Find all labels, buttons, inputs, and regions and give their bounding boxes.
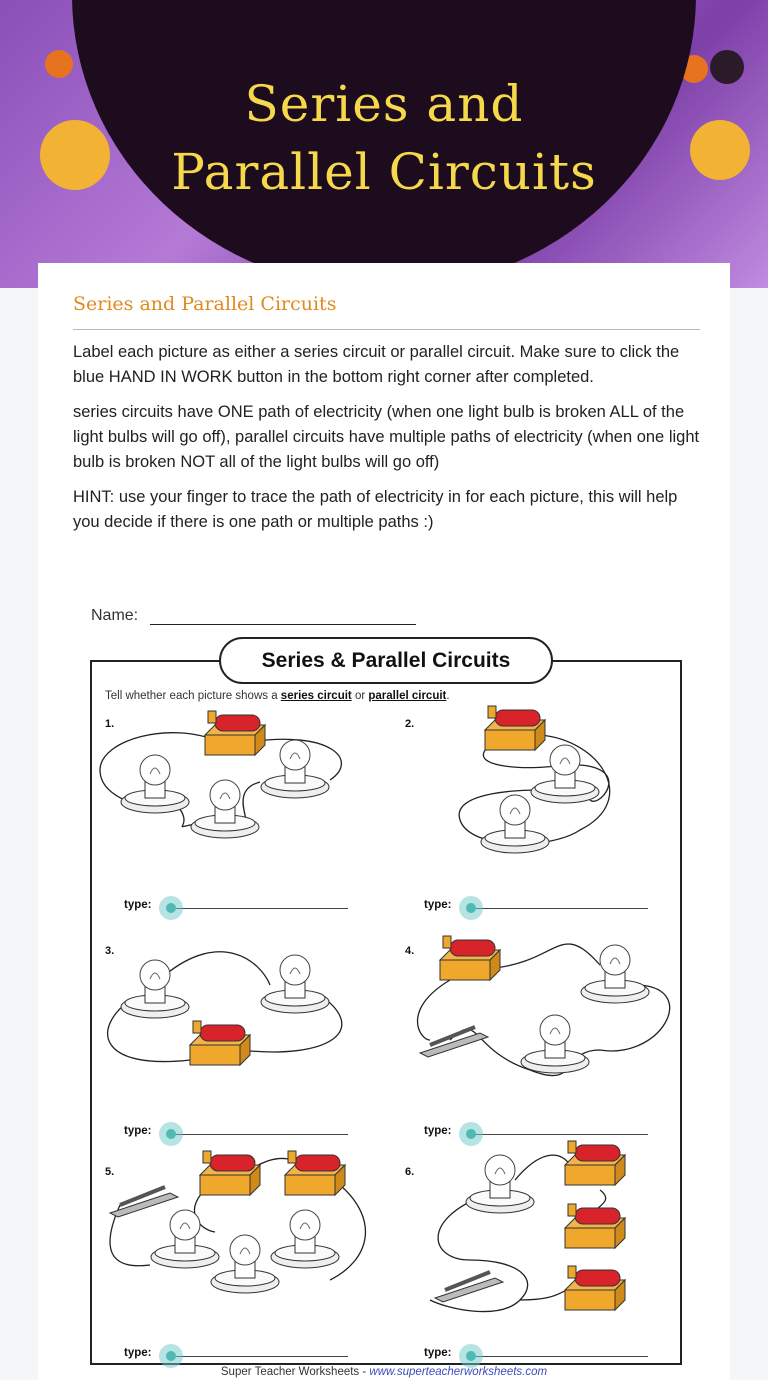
type-label: type:: [424, 899, 452, 911]
worksheet-footer: [0, 1366, 768, 1378]
battery: [565, 1204, 625, 1248]
question-number: 6.: [405, 1166, 415, 1178]
light-bulb: [581, 945, 649, 1003]
name-label: Name:: [91, 607, 139, 624]
light-bulb: [521, 1015, 589, 1073]
instructions-paragraph: Label each picture as either a series circuit or parallel circuit. Make sure to click the blue HAND IN WORK button in the bottom right corner after completed.: [73, 343, 680, 386]
answer-input-2[interactable]: [459, 896, 483, 920]
light-bulb: [121, 960, 189, 1018]
switch: [420, 1027, 488, 1057]
answer-input-5[interactable]: [159, 1344, 183, 1368]
instr-text: .: [446, 690, 450, 702]
instr-text: or: [351, 690, 369, 702]
answer-line: [168, 908, 348, 909]
question-number: 2.: [405, 718, 415, 730]
light-bulb: [211, 1235, 279, 1293]
battery: [190, 1021, 250, 1065]
answer-line: [468, 1356, 648, 1357]
battery: [285, 1151, 345, 1195]
light-bulb: [481, 795, 549, 853]
wire: [418, 980, 451, 1040]
light-bulb: [121, 755, 189, 813]
worksheet-instructions: [105, 690, 450, 702]
wire: [243, 782, 260, 822]
section-title: Series and Parallel Circuits: [73, 293, 337, 315]
wire: [330, 1185, 365, 1280]
light-bulb: [151, 1210, 219, 1268]
wire: [495, 944, 600, 968]
explanation-paragraph: series circuits have ONE path of electricity (when one light bulb is broken ALL of the light bulbs will go off), parallel circuits have multiple paths of electricity (when one light bulb is broken NOT all of the light bulbs will go off): [73, 403, 700, 471]
answer-input-1[interactable]: [159, 896, 183, 920]
hint-paragraph: HINT: use your finger to trace the path of electricity in for each picture, this will help you decide if there is one path or multiple paths :): [73, 488, 678, 531]
question-number: 1.: [105, 718, 115, 730]
instr-series: series circuit: [280, 690, 352, 702]
wire: [520, 1290, 570, 1300]
instr-parallel: parallel circuit: [368, 690, 447, 702]
light-bulb: [466, 1155, 534, 1213]
battery: [205, 711, 265, 755]
battery: [565, 1141, 625, 1185]
type-label: type:: [124, 1125, 152, 1137]
answer-input-6[interactable]: [459, 1344, 483, 1368]
wire: [165, 952, 270, 985]
instr-text: Tell whether each picture shows a: [105, 690, 281, 702]
title-line-1: Series and: [244, 75, 524, 133]
battery: [440, 936, 500, 980]
light-bulb: [261, 955, 329, 1013]
answer-line: [468, 908, 648, 909]
wire: [515, 1155, 570, 1180]
footer-link: www.superteacherworksheets.com: [369, 1366, 548, 1378]
question-number: 4.: [405, 945, 415, 957]
switch: [435, 1272, 503, 1302]
type-label: type:: [424, 1347, 452, 1359]
answer-line: [168, 1356, 348, 1357]
battery: [565, 1266, 625, 1310]
answer-input-4[interactable]: [459, 1122, 483, 1146]
type-label: type:: [124, 899, 152, 911]
title-line-2: Parallel Circuits: [171, 143, 597, 201]
answer-input-3[interactable]: [159, 1122, 183, 1146]
question-number: 5.: [105, 1166, 115, 1178]
light-bulb: [271, 1210, 339, 1268]
battery: [485, 706, 545, 750]
light-bulb: [191, 780, 259, 838]
battery: [200, 1151, 260, 1195]
type-label: type:: [124, 1347, 152, 1359]
answer-line: [468, 1134, 648, 1135]
type-label: type:: [424, 1125, 452, 1137]
light-bulb: [261, 740, 329, 798]
switch: [110, 1187, 178, 1217]
answer-line: [168, 1134, 348, 1135]
footer-text: Super Teacher Worksheets -: [220, 1366, 370, 1378]
question-number: 3.: [105, 945, 115, 957]
worksheet-title: Series & Parallel Circuits: [219, 637, 553, 684]
